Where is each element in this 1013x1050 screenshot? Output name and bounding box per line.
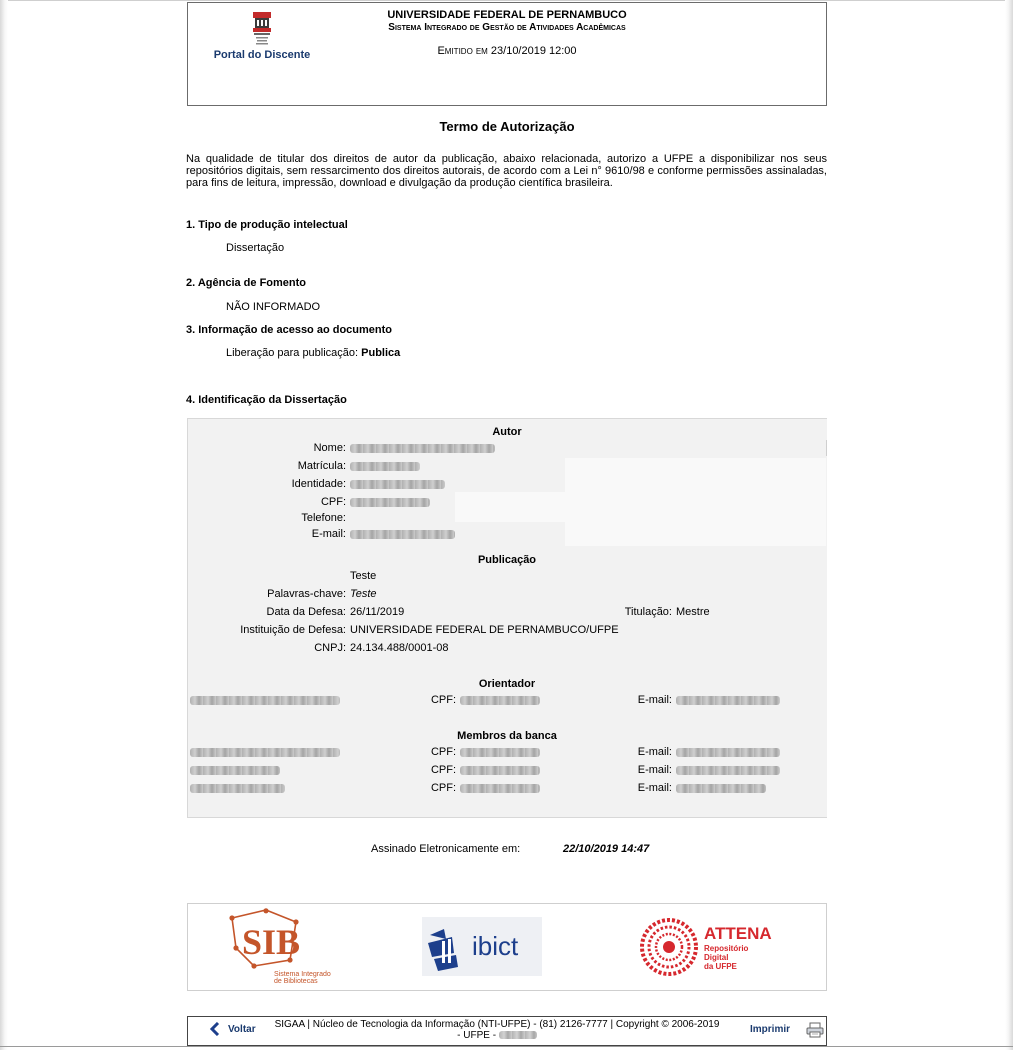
top-border xyxy=(8,0,1005,1)
publicacao-title: Teste xyxy=(350,570,377,582)
glare-overlay xyxy=(565,458,826,546)
voltar-link[interactable]: Voltar xyxy=(228,1024,256,1035)
attena-logo-subtext-3: da UFPE xyxy=(704,962,737,971)
redacted-value xyxy=(350,530,455,539)
data-defesa-value: 26/11/2019 xyxy=(350,606,405,618)
left-page-shadow xyxy=(0,0,8,1050)
section-1-value: Dissertação xyxy=(226,242,285,254)
autor-cpf-label: CPF: xyxy=(320,496,346,508)
sib-logo-subtext-2: de Bibliotecas xyxy=(274,978,318,984)
autor-heading: Autor xyxy=(492,426,522,438)
right-page-shadow xyxy=(1005,0,1013,1050)
redacted-value xyxy=(350,480,445,489)
orientador-email-label: E-mail: xyxy=(637,694,672,706)
autor-matricula-label: Matrícula: xyxy=(297,460,346,472)
redacted-value xyxy=(190,696,340,705)
emitted-line xyxy=(337,45,677,57)
orientador-cpf-label: CPF: xyxy=(430,694,456,706)
ibict-logo-text: ibict xyxy=(472,931,519,961)
emitted-value: 23/10/2019 12:00 xyxy=(490,45,577,57)
redacted-value xyxy=(190,748,340,757)
section-3-line xyxy=(226,347,400,359)
orientador-heading: Orientador xyxy=(478,678,536,690)
bottom-border xyxy=(0,1046,1013,1047)
redacted-value xyxy=(676,766,780,775)
cnpj-label: CNPJ: xyxy=(314,642,346,654)
section-3-value: Publica xyxy=(361,347,401,359)
redacted-value xyxy=(676,696,780,705)
redacted-value xyxy=(676,748,780,757)
sib-logo xyxy=(226,908,338,984)
signature-label: Assinado Eletronicamente em: xyxy=(371,843,521,855)
redacted-value xyxy=(350,498,430,507)
section-3-title: 3. Informação de acesso ao documento xyxy=(186,324,393,336)
redacted-value xyxy=(460,784,540,793)
sib-logo-text: SIB xyxy=(242,922,301,962)
back-arrow-icon[interactable] xyxy=(208,1022,222,1036)
section-3-label: Liberação para publicação: xyxy=(226,347,359,359)
palavras-value: Teste xyxy=(350,588,377,600)
redacted-value xyxy=(676,784,766,793)
printer-icon[interactable] xyxy=(806,1022,824,1038)
data-defesa-label: Data da Defesa: xyxy=(266,606,346,618)
system-name: Sistema Integrado de Gestão de Atividades Acadêmicas xyxy=(388,22,626,33)
redacted-value xyxy=(460,696,540,705)
redacted-value xyxy=(190,784,285,793)
attena-logo xyxy=(638,915,778,979)
ufpe-seal-icon xyxy=(251,10,273,48)
banca-cpf-label: CPF: xyxy=(430,782,456,794)
autor-identidade-label: Identidade: xyxy=(291,478,346,490)
autor-email-label: E-mail: xyxy=(311,528,346,540)
cnpj-value: 24.134.488/0001-08 xyxy=(350,642,449,654)
section-2-value: NÃO INFORMADO xyxy=(226,301,321,313)
section-4-title: 4. Identificação da Dissertação xyxy=(186,394,347,406)
panel-divider xyxy=(826,440,827,456)
imprimir-link[interactable]: Imprimir xyxy=(750,1024,791,1035)
redacted-value xyxy=(460,766,540,775)
portal-title: Portal do Discente xyxy=(213,49,311,61)
banca-cpf-label: CPF: xyxy=(430,746,456,758)
redacted-value xyxy=(190,766,280,775)
titulacao-value: Mestre xyxy=(676,606,710,618)
footer-credits: SIGAA | Núcleo de Tecnologia da Informação (NTI-UFPE) - (81) 2126-7777 | Copyright © 2006-2019 - UFPE - xyxy=(274,1019,720,1041)
banca-heading: Membros da banca xyxy=(457,730,557,742)
redacted-value xyxy=(460,748,540,757)
document-title: Termo de Autorização xyxy=(439,119,575,134)
footer-text xyxy=(272,1019,722,1041)
redacted-value xyxy=(350,444,495,453)
section-2-title: 2. Agência de Fomento xyxy=(186,277,307,289)
instituicao-value: UNIVERSIDADE FEDERAL DE PERNAMBUCO/UFPE xyxy=(350,624,619,636)
palavras-label: Palavras-chave: xyxy=(267,588,346,600)
banca-cpf-label: CPF: xyxy=(430,764,456,776)
banca-email-label: E-mail: xyxy=(637,782,672,794)
glare-overlay xyxy=(455,492,565,522)
autor-nome-label: Nome: xyxy=(313,442,346,454)
emitted-label: Emitido em xyxy=(437,45,488,57)
banca-email-label: E-mail: xyxy=(637,764,672,776)
publicacao-heading: Publicação xyxy=(477,554,537,566)
instituicao-label: Instituição de Defesa: xyxy=(240,624,346,636)
sib-logo-subtext-1: Sistema Integrado xyxy=(274,971,331,978)
redacted-value xyxy=(350,462,420,471)
redacted-value xyxy=(499,1031,537,1039)
autor-telefone-label: Telefone: xyxy=(301,512,346,524)
titulacao-label: Titulação: xyxy=(624,606,672,618)
intro-paragraph: Na qualidade de titular dos direitos de autor da publicação, abaixo relacionada, autorizo a UFPE a disponibilizar nos seus repositórios digitais, sem ressarcimento dos direitos autorais, de acordo com a Lei n° 9610/98 e conforme permissões assinaladas, para fins de leitura, impressão, download e divulgação da produção científica brasileira. xyxy=(186,153,827,189)
attena-logo-subtext-2: Digital xyxy=(704,953,729,962)
signature-value: 22/10/2019 14:47 xyxy=(563,843,650,855)
attena-logo-text: ATTENA xyxy=(704,924,772,943)
university-name: UNIVERSIDADE FEDERAL DE PERNAMBUCO xyxy=(387,9,627,21)
attena-logo-subtext-1: Repositório xyxy=(704,944,749,953)
banca-email-label: E-mail: xyxy=(637,746,672,758)
ibict-logo xyxy=(422,917,542,976)
section-1-title: 1. Tipo de produção intelectual xyxy=(186,219,348,231)
